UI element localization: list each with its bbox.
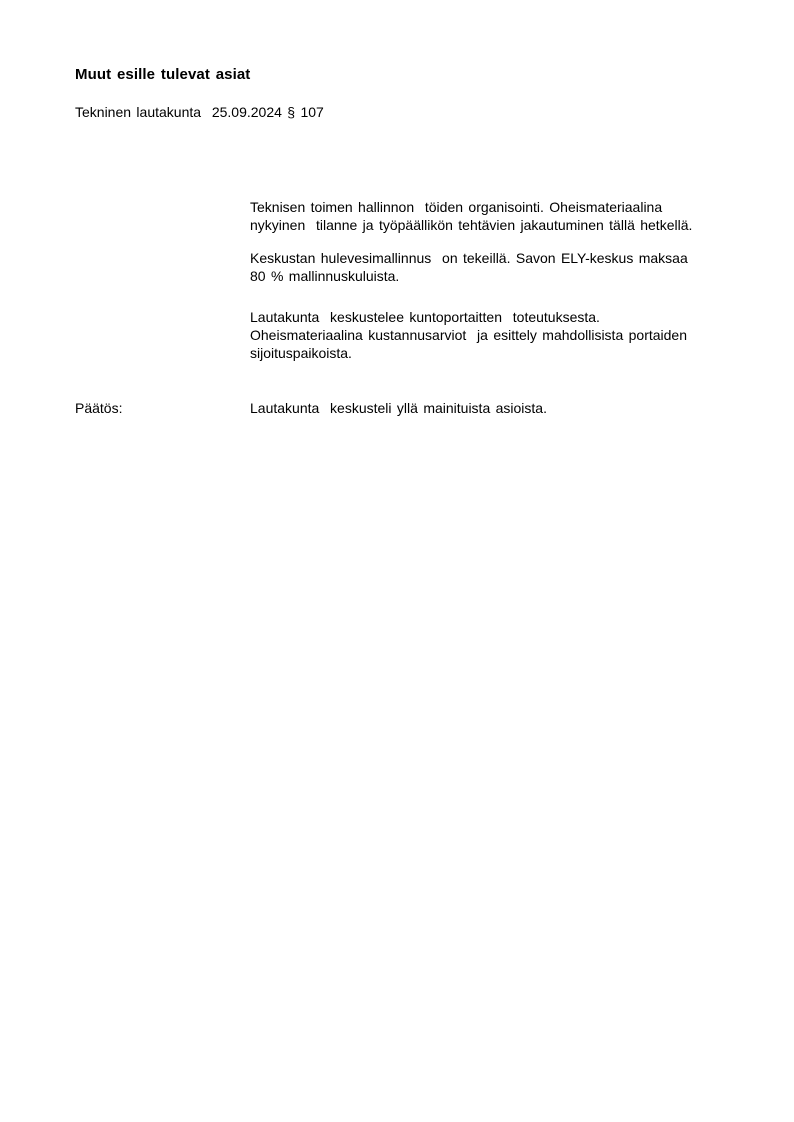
paragraph-line: sijoituspaikoista. — [250, 345, 352, 361]
paragraph-line: nykyinen tilanne ja työpäällikön tehtävien jakautuminen tällä hetkellä. — [250, 217, 693, 233]
content-paragraph — [250, 308, 687, 362]
paragraph-line: Oheismateriaalina kustannusarviot ja esittely mahdollisista portaiden — [250, 327, 687, 343]
paragraph-line: Lautakunta keskustelee kuntoportaitten toteutuksesta. — [250, 309, 600, 325]
content-paragraph — [250, 198, 692, 234]
content-paragraph — [250, 249, 688, 285]
decision-label: Päätös: — [75, 400, 123, 416]
paragraph-line: Teknisen toimen hallinnon töiden organisointi. Oheismateriaalina — [250, 199, 663, 215]
paragraph-line: 80 % mallinnuskuluista. — [250, 268, 400, 284]
section-title: Muut esille tulevat asiat — [75, 66, 251, 83]
decision-text: Lautakunta keskusteli yllä mainituista asioista. — [250, 400, 547, 416]
paragraph-line: Keskustan hulevesimallinnus on tekeillä. Savon ELY-keskus maksaa — [250, 250, 688, 266]
committee-and-date-line: Tekninen lautakunta 25.09.2024 § 107 — [75, 104, 324, 120]
